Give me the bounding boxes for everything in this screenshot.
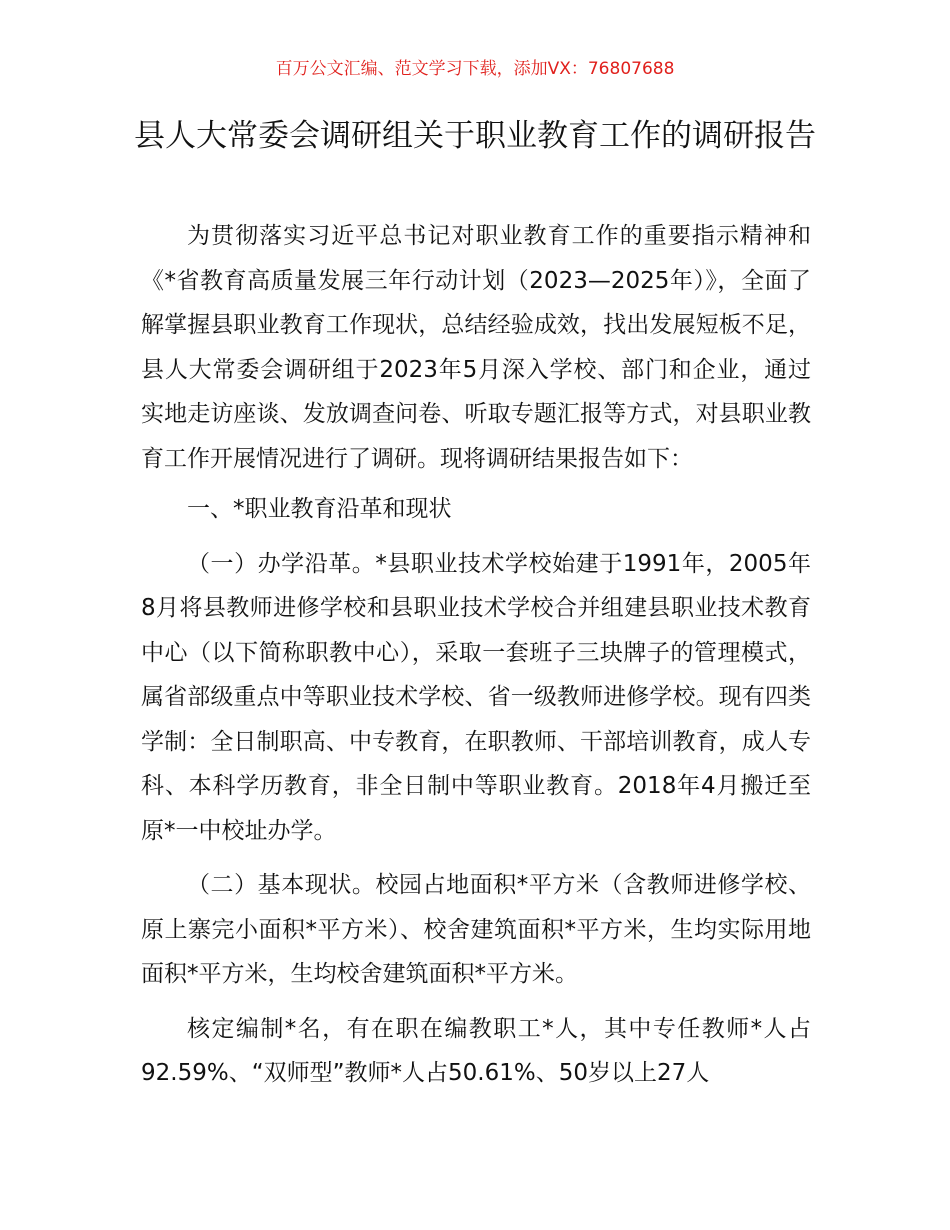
document-title: 县人大常委会调研组关于职业教育工作的调研报告: [134, 118, 816, 154]
history-paragraph: （一）办学沿革。*县职业技术学校始建于1991年，2005年8月将县教师进修学校和县职业技术学校合并组建县职业技术教育中心（以下简称职教中心），采取一套班子三块牌子的管理模式，属省部级重点中等职业技术学校、省一级教师进修学校。现有四类学制：全日制职高、中专教育，在职教师、干部培训教育，成人专科、本科学历教育，非全日制中等职业教育。2018年4月搬迁至原*一中校址办学。: [141, 550, 811, 844]
document-body: [141, 214, 811, 1096]
section-heading: 一、*职业教育沿革和现状: [187, 496, 452, 522]
intro-paragraph: 为贯彻落实习近平总书记对职业教育工作的重要指示精神和《*省教育高质量发展三年行动计划（2023—2025年）》，全面了解掌握县职业教育工作现状，总结经验成效，找出发展短板不足，县人大常委会调研组于2023年5月深入学校、部门和企业，通过实地走访座谈、发放调查问卷、听取专题汇报等方式，对县职业教育工作开展情况进行了调研。现将调研结果报告如下：: [141, 223, 811, 472]
status-paragraph: （二）基本现状。校园占地面积*平方米（含教师进修学校、原上寨完小面积*平方米）、校舍建筑面积*平方米，生均实际用地面积*平方米，生均校舍建筑面积*平方米。: [141, 872, 811, 987]
header-note: 百万公文汇编、范文学习下载，添加VX：76807688: [275, 59, 675, 79]
staffing-paragraph: 核定编制*名，有在职在编教职工*人，其中专任教师*人占92.59%、“双师型”教师*人占50.61%、50岁以上27人: [141, 1015, 811, 1086]
